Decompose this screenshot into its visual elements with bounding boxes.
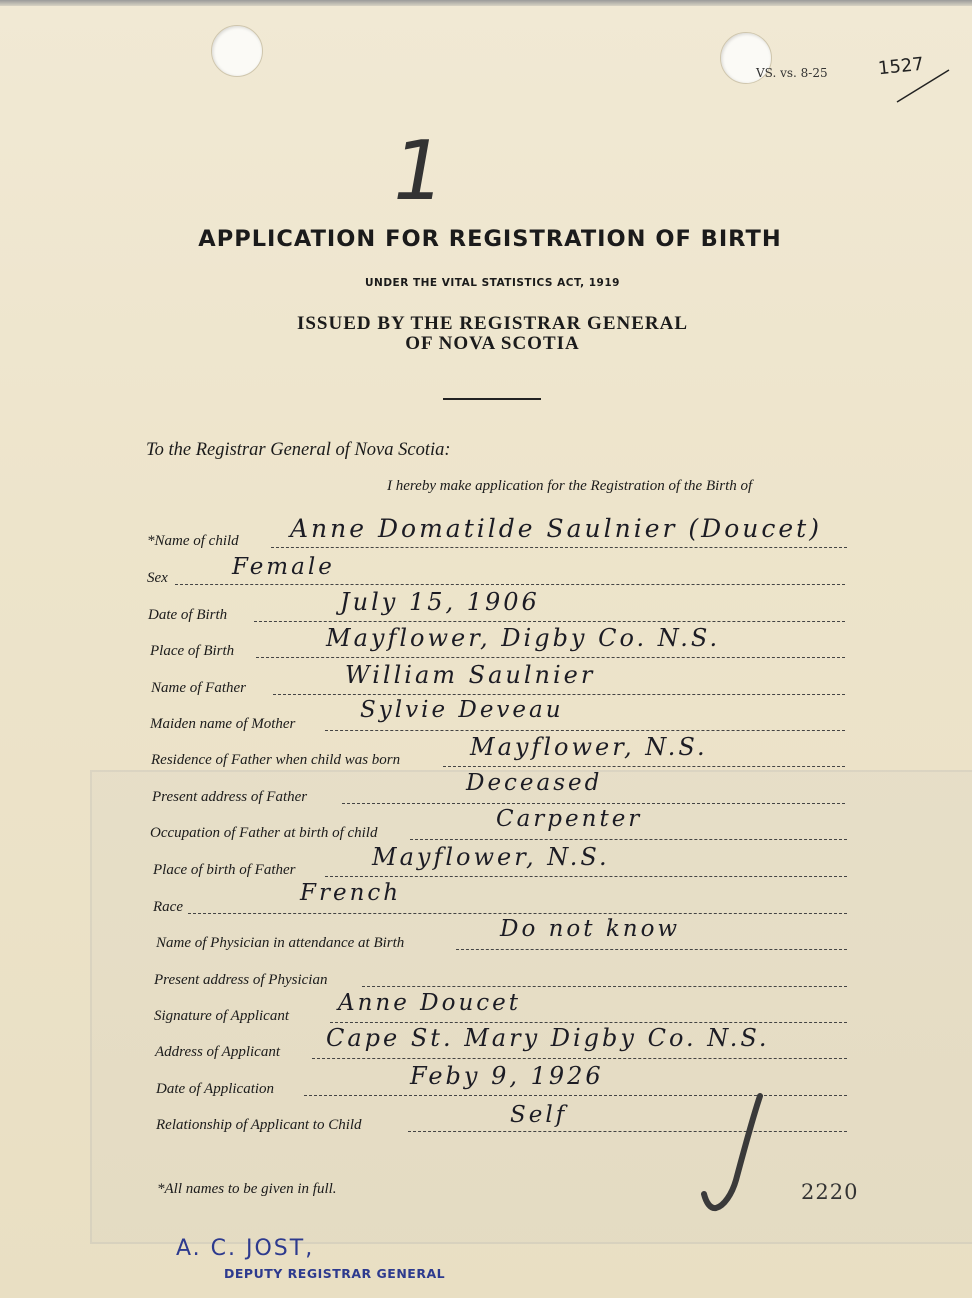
field-label: Place of birth of Father: [153, 862, 296, 878]
issuer-line-2: OF NOVA SCOTIA: [405, 333, 580, 354]
dotted-line: [188, 913, 847, 914]
dotted-line: [325, 730, 845, 731]
field-value-mother-maiden-name: Sylvie Deveau: [360, 697, 564, 723]
field-label: Date of Application: [156, 1081, 275, 1097]
field-label: Sex: [147, 570, 168, 586]
dotted-line: [443, 766, 845, 767]
field-label: Residence of Father when child was born: [151, 752, 401, 768]
field-label: Name of Father: [151, 680, 246, 696]
document-title: APPLICATION FOR REGISTRATION OF BIRTH: [198, 226, 782, 252]
dotted-line: [175, 584, 845, 585]
dotted-line: [330, 1022, 847, 1023]
stamp-number: 2220: [801, 1180, 859, 1204]
file-number: 1527: [877, 53, 925, 80]
field-value-relationship: Self: [510, 1102, 568, 1128]
intro-text: I hereby make application for the Registration of the Birth of: [387, 478, 753, 494]
field-label: Date of Birth: [148, 607, 228, 623]
dotted-line: [325, 876, 847, 877]
form-code: VS. vs. 8-25: [756, 66, 828, 80]
dotted-line: [254, 621, 845, 622]
field-label: Occupation of Father at birth of child: [150, 825, 378, 841]
issuer-line-1: ISSUED BY THE REGISTRAR GENERAL: [296, 313, 689, 334]
field-value-applicant-signature: Anne Doucet: [338, 990, 521, 1016]
field-row-race: [153, 896, 847, 916]
field-label: Name of Physician in attendance at Birth: [156, 935, 405, 951]
field-label: Relationship of Applicant to Child: [156, 1117, 362, 1133]
handwritten-mark: 1: [383, 124, 453, 219]
top-edge: [0, 0, 972, 6]
title-rule: [443, 398, 541, 400]
field-value-father-birthplace: Mayflower, N.S.: [372, 843, 610, 871]
field-label: Present address of Physician: [154, 972, 328, 988]
dotted-line: [456, 949, 847, 950]
dotted-line: [410, 839, 847, 840]
issuer: [0, 314, 972, 354]
field-label: Maiden name of Mother: [150, 716, 296, 732]
dotted-line: [271, 547, 847, 548]
punch-hole-left: [211, 25, 263, 77]
check-mark-icon: [690, 1090, 780, 1220]
field-value-sex: Female: [232, 554, 335, 580]
dotted-line: [312, 1058, 847, 1059]
dotted-line: [408, 1131, 847, 1132]
registrar-stamp-name: A. C. JOST,: [176, 1236, 315, 1261]
field-label: Present address of Father: [152, 789, 308, 805]
field-value-physician-name: Do not know: [500, 916, 681, 942]
footnote: *All names to be given in full.: [157, 1181, 337, 1197]
field-value-application-date: Feby 9, 1926: [410, 1062, 604, 1090]
dotted-line: [273, 694, 845, 695]
field-value-race: French: [300, 880, 402, 906]
field-label: Race: [153, 899, 183, 915]
field-label: Signature of Applicant: [154, 1008, 289, 1024]
field-row-physician-address: [154, 969, 847, 989]
field-value-child-name: Anne Domatilde Saulnier (Doucet): [290, 514, 822, 543]
field-label: Address of Applicant: [155, 1044, 280, 1060]
file-number-slash: [893, 66, 953, 116]
document-subtitle: UNDER THE VITAL STATISTICS ACT, 1919: [365, 277, 620, 289]
field-value-father-address: Deceased: [466, 770, 603, 796]
salutation: To the Registrar General of Nova Scotia:: [146, 440, 451, 460]
field-label: Place of Birth: [150, 643, 235, 659]
field-value-applicant-address: Cape St. Mary Digby Co. N.S.: [326, 1024, 770, 1052]
dotted-line: [256, 657, 845, 658]
field-value-place-of-birth: Mayflower, Digby Co. N.S.: [326, 624, 721, 652]
dotted-line: [342, 803, 845, 804]
dotted-line: [362, 986, 847, 987]
field-value-date-of-birth: July 15, 1906: [340, 588, 540, 616]
field-value-father-residence: Mayflower, N.S.: [470, 733, 708, 761]
registrar-stamp-title: DEPUTY REGISTRAR GENERAL: [224, 1266, 446, 1281]
field-label: *Name of child: [147, 533, 239, 549]
field-value-father-occupation: Carpenter: [496, 806, 643, 832]
field-value-father-name: William Saulnier: [345, 661, 596, 689]
